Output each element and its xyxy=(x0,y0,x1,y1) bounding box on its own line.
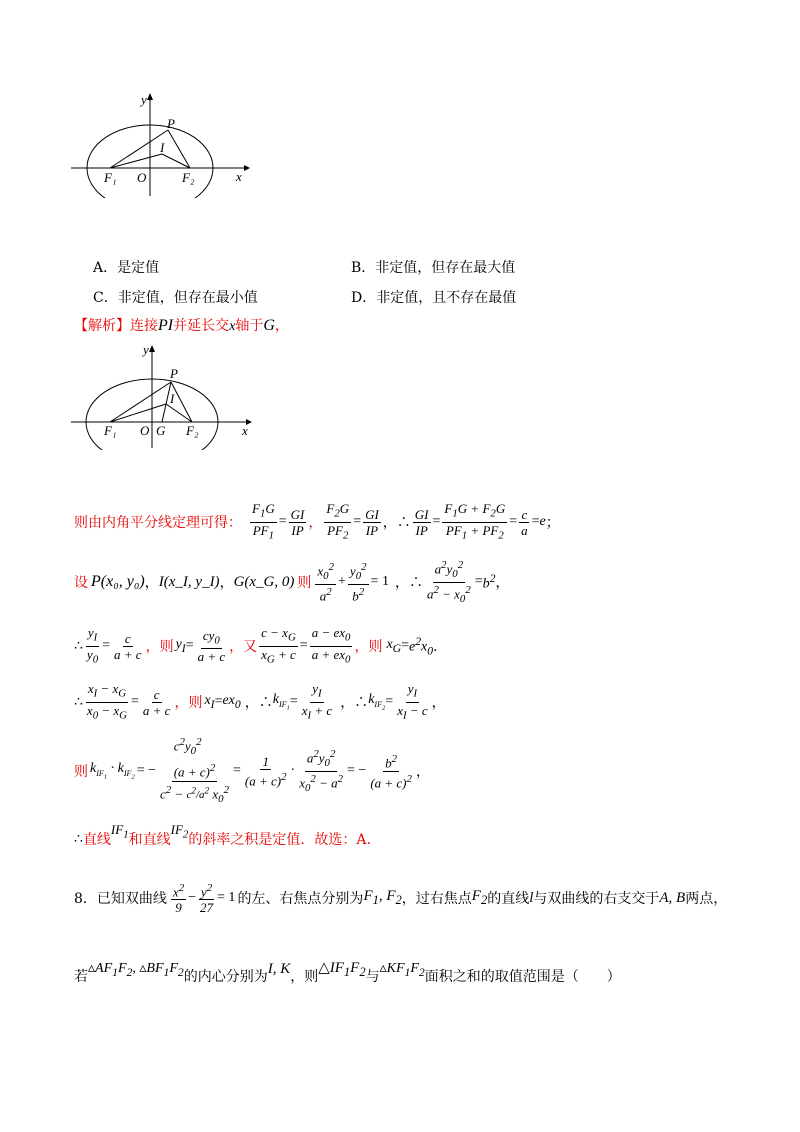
problem-8-line-2: 若 $▵AF_1F_2$, $▵BF_1F_2$ 的内心分别为 I, K ，则 $\triangle IF_1F_2$ 与 $▵KF_1F_2$ 面积之和的取值范围是（ ） xyxy=(74,960,621,985)
point-i-label: I xyxy=(160,140,165,155)
origin-label: O xyxy=(140,423,150,438)
step-3-ratios: ∴ $\frac{y_I}{y_0}$ = $\frac{c}{a + c}$ ， 则 $y_I$ = $\frac{cy_0}{a + c}$ ， 又 $\frac{c - x_G}{x_G + c}$ = $\frac{a - ex_0}{a + ex_0}$ ， 则 $x_G$ = $e^2x_0$ ． xyxy=(74,624,448,666)
ellipse-figure-2 xyxy=(66,340,258,450)
point-f1-label: F₁ xyxy=(104,423,117,438)
option-d[interactable]: D．非定值，且不存在最值 xyxy=(351,290,517,306)
x-axis-label: x xyxy=(242,423,248,438)
analysis-intro: 【解析】连接PI并延长交x轴于G， xyxy=(74,317,289,334)
point-f1-label: F₁ xyxy=(104,170,117,185)
point-f2-label: F₂ xyxy=(186,423,199,438)
analysis-tag: 【解析】 xyxy=(74,318,130,334)
ellipse-figure-1 xyxy=(66,88,256,198)
step-2-setup: 设 P(x₀, y₀) ， I(x_I, y_I) ， G(x_G, 0) 则 $\frac{x_0^2}{a^2}$ + $\frac{y_0^2}{b^2}$ = 1 ，∴ $\frac{a^2y_0^2}{a^2 - x_0^2}$ = $b^2$ ， xyxy=(74,558,510,605)
problem-8-line-1: 8．已知双曲线 $\frac{x^2}{9}$ − $\frac{y^2}{27}$ = 1 的左、右焦点分别为 $F_1$, $F_2$ ，过右焦点 $F_2$ 的直线 l 与双曲线的右支交于 A, B 两点， xyxy=(74,881,728,916)
y-axis-label: y xyxy=(141,92,147,107)
point-p-label: P xyxy=(167,116,175,131)
step-4-slopes: ∴ $\frac{x_I - x_G}{x_0 - x_G}$ = $\frac{c}{a + c}$ ， 则 $x_I$ = $ex_0$ ，∴ $k_{IF_1}$ = $\frac{y_I}{x_I + c}$ ，∴ $k_{IF_2}$ = $\frac{y_I}{x_I - c}$ ， xyxy=(74,680,446,722)
option-b[interactable]: B．非定值，但存在最大值 xyxy=(351,260,516,276)
step-6-conclusion: ∴ 直线 $IF_1$ 和直线 $IF_2$ 的斜率之积是定值．故选：A. xyxy=(74,821,371,848)
point-g-label: G xyxy=(156,423,166,438)
point-f2-label: F₂ xyxy=(182,170,195,185)
option-a[interactable]: A．是定值 xyxy=(93,260,160,276)
y-axis-label: y xyxy=(143,342,149,357)
point-i-label: I xyxy=(170,391,175,406)
step-1-bisector: 则由内角平分线定理可得： $\frac{F_1G}{PF_1}$ = $\frac{GI}{IP}$ ， $\frac{F_2G}{PF_2}$ = $\frac{GI}{IP}$ ，∴ $\frac{GI}{IP}$ = $\frac{F_1G + F_2G}{PF_1 + PF_2}$ = $\frac{c}{a}$ = e ； xyxy=(74,500,560,542)
step-5-product: 则 $k_{IF_1} \cdot k_{IF_2}$ = − $c^2y_0^2$ $(a + c)^2$ $c^2 - c^2/a^2$ $x_0^2$ = $\frac{1}{(a + c)^2}$ · $\frac{a^2y_0^2}{x_0^2 - a^2}$ = − $\frac{b^2}{(a + c)^2}$ ， xyxy=(74,736,430,805)
x-axis-label: x xyxy=(236,169,242,184)
point-p-label: P xyxy=(170,366,178,381)
option-c[interactable]: C．非定值，但存在最小值 xyxy=(93,290,258,306)
origin-label: O xyxy=(137,170,147,185)
